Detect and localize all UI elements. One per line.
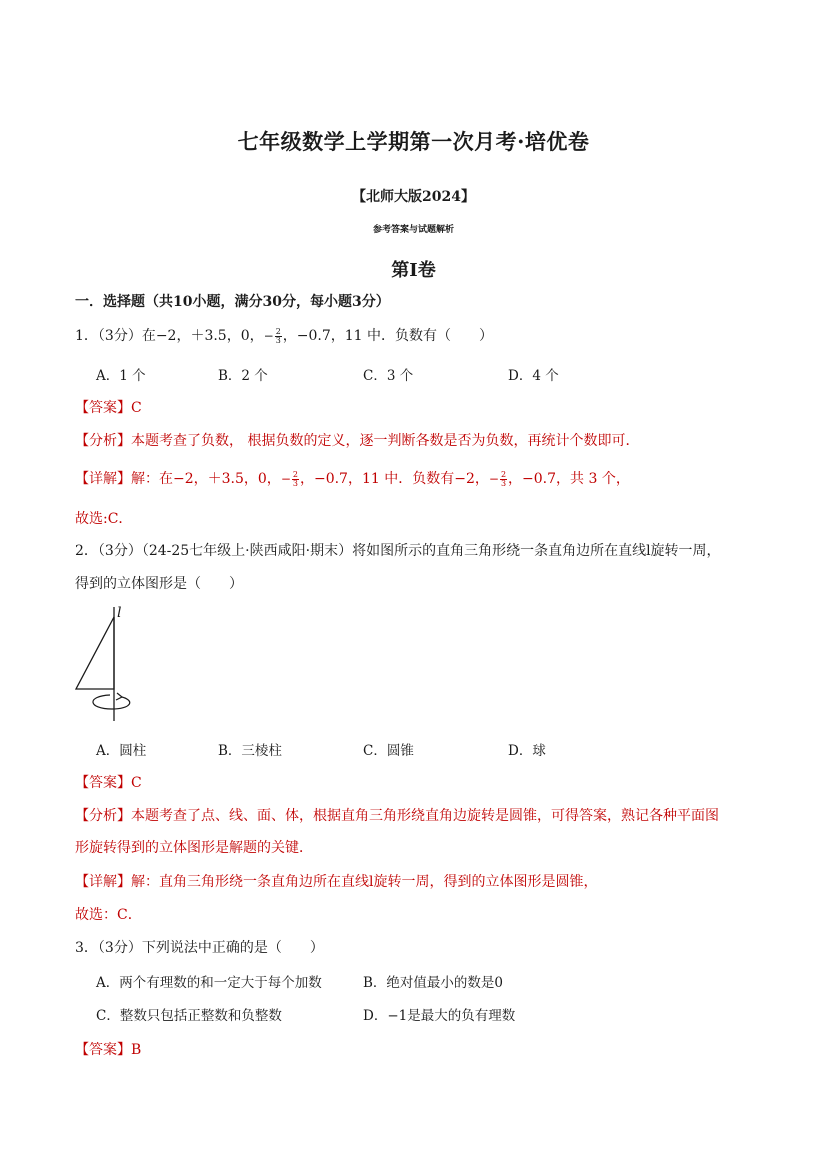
q3-stem: 3．（3分）下列说法中正确的是（ ）	[75, 940, 324, 956]
q3-option-d: D．−1是最大的负有理数	[363, 1008, 516, 1024]
q2-stem-line1: 2．（3分）（24-25七年级上·陕西咸阳·期末）将如图所示的直角三角形绕一条直角边所在直线l旋转一周，	[75, 543, 721, 559]
q3-option-a: A．两个有理数的和一定大于每个加数	[96, 975, 322, 991]
q2-option-a: A．圆柱	[96, 743, 147, 759]
section-heading: 一．选择题（共10小题，满分30分，每小题3分）	[75, 294, 390, 310]
right-triangle	[76, 617, 114, 689]
q2-answer: 【答案】C	[75, 775, 142, 791]
q1-detail: 【详解】解：在−2，＋3.5，0，− $\frac{2}{3}$ ，−0.7，11 中．负数有−2，− $\frac{2}{3}$ ，−0.7，共 3 个，	[75, 469, 630, 488]
q1-fraction: $\frac{2}{3}$	[275, 326, 281, 345]
q2-conclusion: 故选：C．	[75, 907, 142, 923]
arrowhead-icon	[116, 693, 122, 700]
q3-option-b: B．绝对值最小的数是0	[363, 975, 504, 991]
q1-option-c: C．3 个	[363, 368, 414, 384]
q2-stem-line2: 得到的立体图形是（ ）	[75, 576, 243, 592]
volume-heading: 第I卷	[391, 260, 436, 281]
q1-option-a: A．1 个	[96, 368, 146, 384]
page-title: 七年级数学上学期第一次月考·培优卷	[237, 129, 590, 154]
q1-option-b: B．2 个	[218, 368, 268, 384]
q2-analysis-line2: 形旋转得到的立体图形是解题的关键．	[75, 840, 313, 856]
page-subtitle: 参考答案与试题解析	[372, 225, 454, 235]
edition-label: 【北师大版2024】	[352, 189, 475, 205]
rotation-arrow-icon	[93, 695, 130, 709]
q2-option-c: C．圆锥	[363, 743, 414, 759]
q1-conclusion: 故选:C．	[75, 511, 133, 527]
axis-label: l	[117, 605, 122, 621]
q1-stem-pre: 1．（3分）在−2，＋3.5，0，	[75, 328, 264, 344]
q1-answer: 【答案】C	[75, 400, 142, 416]
q3-answer: 【答案】B	[75, 1042, 142, 1058]
q1-stem-post: ，−0.7，11 中．负数有（ ）	[282, 328, 494, 344]
q2-option-d: D．球	[508, 743, 546, 759]
q2-detail: 【详解】解：直角三角形绕一条直角边所在直线l旋转一周，得到的立体图形是圆锥，	[75, 874, 598, 890]
q1-stem: 1．（3分）在−2，＋3.5，0，− $\frac{2}{3}$ ，−0.7，11 中．负数有（ ）	[75, 326, 494, 345]
q1-analysis: 【分析】本题考查了负数， 根据负数的定义，逐一判断各数是否为负数，再统计个数即可．	[75, 433, 640, 449]
q2-option-b: B．三棱柱	[218, 743, 282, 759]
q2-analysis-line1: 【分析】本题考查了点、线、面、体，根据直角三角形绕直角边旋转是圆锥，可得答案，熟记各种平面图	[75, 808, 719, 824]
q3-option-c: C．整数只包括正整数和负整数	[96, 1008, 282, 1024]
q1-option-d: D．4 个	[508, 368, 559, 384]
rotation-figure	[70, 603, 140, 725]
